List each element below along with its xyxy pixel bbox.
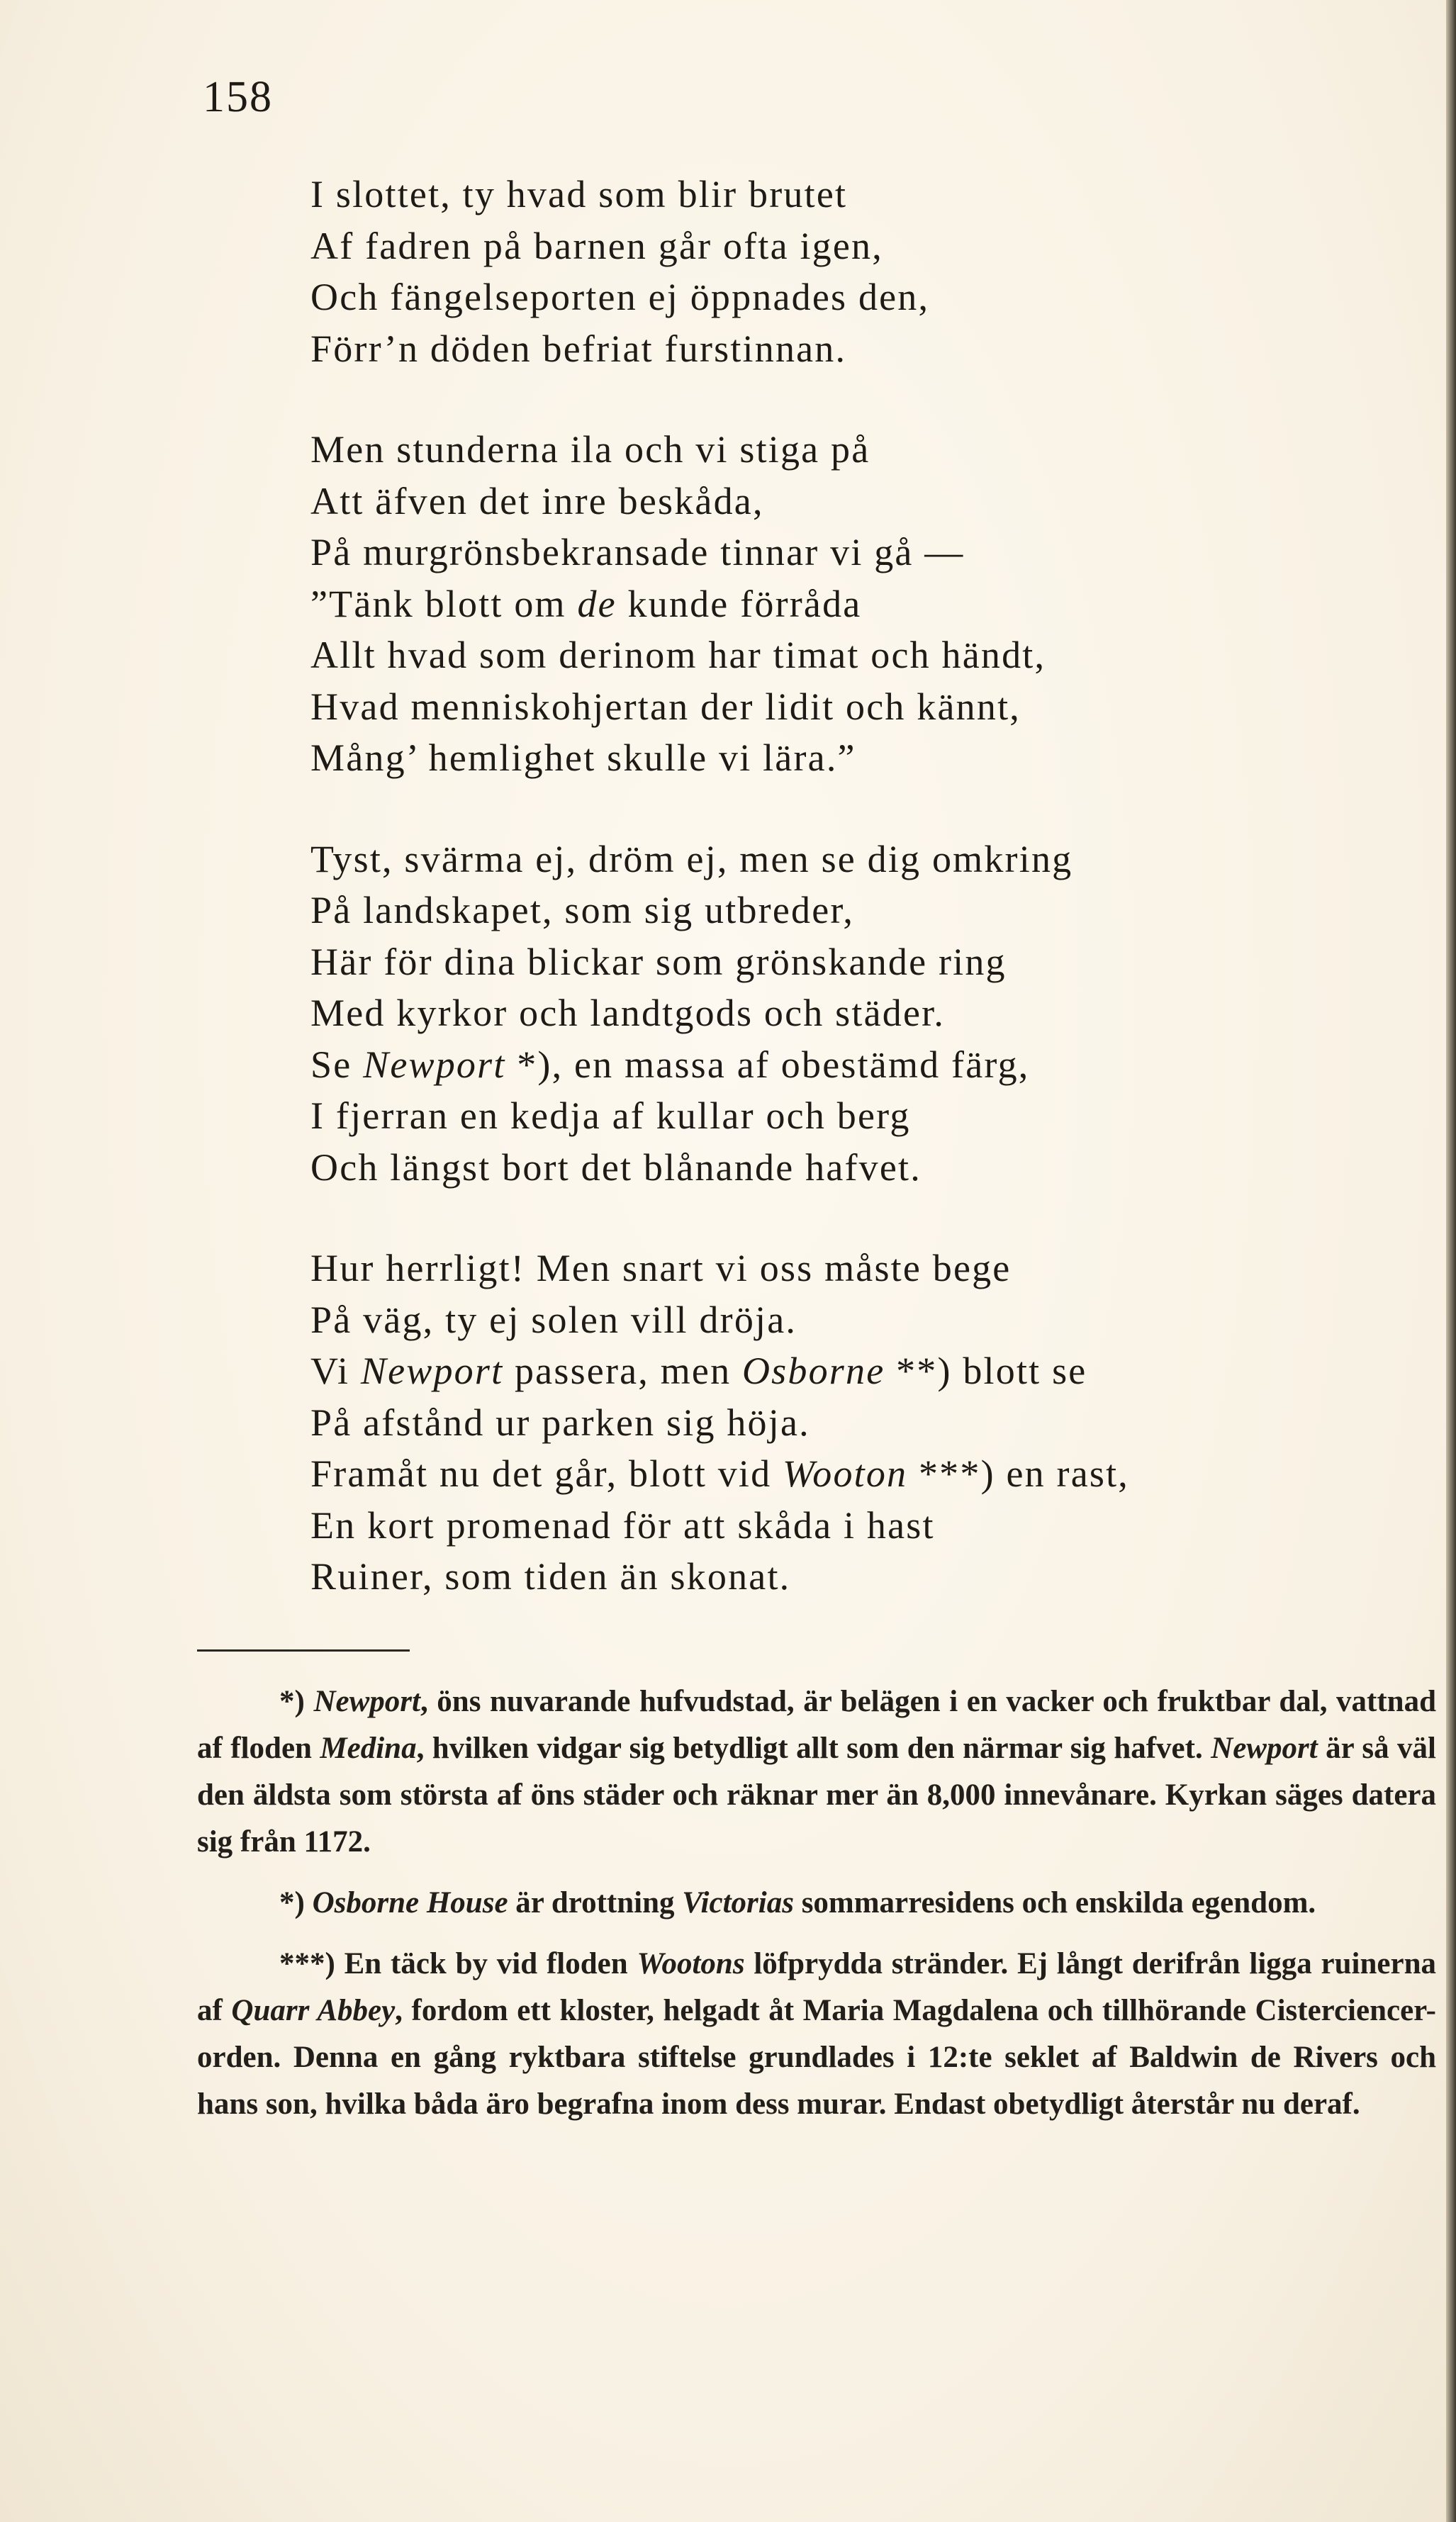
stanza [310,169,1374,374]
footnote-text [305,1685,314,1718]
poem-line [310,681,1374,733]
footnote-text [305,1886,313,1919]
italic-name: Medina [320,1732,417,1765]
poem-line [310,169,1374,220]
poem-line [310,1500,1374,1552]
poem-line [310,527,1374,578]
line-text: Men stunderna ila och vi stiga på [310,428,870,471]
poem [310,169,1374,1652]
line-text: En kort promenad för att skåda i hast [310,1503,935,1547]
line-text: Af fadren på barnen går ofta igen, [310,224,883,267]
italic-name: Osborne [741,1350,885,1392]
line-text: Mång’ hemlighet skulle vi lära.” [310,736,856,779]
italic-name: Osborne House [312,1886,508,1919]
poem-line [310,424,1374,476]
footnote [197,1678,1436,1866]
line-text: *), en massa af obestämd färg, [505,1043,1030,1086]
stanza [310,1243,1374,1603]
poem-line [310,1243,1374,1294]
poem-line [310,1397,1374,1449]
italic-name: Newport [360,1350,504,1392]
footnote [197,1880,1436,1927]
italic-name: Newport [1211,1732,1318,1765]
italic-name: Wootons [637,1947,745,1980]
line-text: På afstånd ur parken sig höja. [310,1401,810,1444]
poem-line [310,1090,1374,1142]
stanza [310,834,1374,1194]
line-text: På murgrönsbekransade tinnar vi gå — [310,531,965,573]
footnote-mark: *) [279,1685,305,1718]
line-text: På landskapet, som sig utbreder, [310,889,855,931]
poem-line [310,578,1374,630]
poem-line [310,220,1374,272]
line-text: Framåt nu det går, blott vid [310,1452,783,1495]
line-text: På väg, ty ej solen vill dröja. [310,1298,797,1341]
poem-line [310,323,1374,375]
poem-line [310,629,1374,681]
line-text: I slottet, ty hvad som blir brutet [310,173,848,215]
poem-line [310,936,1374,988]
line-text: kunde förråda [616,582,862,625]
line-text: Här för dina blickar som grönskande ring [310,940,1007,983]
footnote-text: , fordom ett kloster, helgadt åt Maria Magdalena och tillhörande Cisterciencer-orden. Denna en gång ryktbara stiftelse grundlades i 12:te seklet af Baldwin de Rivers och hans son, hvilka båda äro begrafna inom dess murar. Endast obetydligt återstår nu deraf. [197,1994,1436,2121]
line-text: Förr’n döden befriat furstinnan. [310,327,847,370]
line-text: Vi [310,1350,361,1392]
footnote-rule [197,1649,410,1652]
italic-name: Wooton [783,1452,908,1495]
line-text: Och fängelseporten ej öppnades den, [310,276,930,318]
poem-line [310,885,1374,936]
footnote-text: , öns nuvarande hufvudstad, är belägen i en vacker och fruktbar dal, vattnad af floden [197,1685,1437,1765]
poem-line [310,732,1374,784]
italic-name: Quarr Abbey [231,1994,396,2027]
footnotes [197,1678,1436,2142]
italic-name: Victorias [682,1886,794,1919]
italic-name: de [577,582,617,625]
poem-line [310,1448,1374,1500]
line-text: Med kyrkor och landtgods och städer. [310,992,946,1034]
line-text: passera, men [503,1350,742,1392]
page-edge [1446,0,1456,2522]
line-text: ***) en rast, [907,1452,1129,1495]
poem-line [310,834,1374,885]
poem-line [310,271,1374,323]
line-text: Allt hvad som derinom har timat och händt, [310,634,1046,676]
footnote [197,1941,1436,2128]
line-text: Hvad menniskohjertan der lidit och kännt, [310,685,1021,728]
poem-line [310,1551,1374,1603]
line-text: Och längst bort det blånande hafvet. [310,1145,922,1189]
line-text: Ruiner, som tiden än skonat. [310,1555,791,1598]
line-text: Tyst, svärma ej, dröm ej, men se dig omkring [310,837,1073,880]
footnote-mark: ***) [279,1947,335,1980]
footnote-text: är drottning [508,1886,683,1919]
footnote-text: , hvilken vidgar sig betydligt allt som den närmar sig hafvet. [416,1732,1211,1765]
page-number: 158 [203,73,273,121]
line-text: **) blott se [885,1350,1087,1392]
poem-line [310,1039,1374,1091]
footnote-text: sommarresidens och enskilda egendom. [793,1886,1316,1919]
line-text: ”Tänk blott om [310,582,578,625]
footnote-mark: *) [279,1886,305,1919]
italic-name: Newport [363,1043,506,1086]
italic-name: Newport [313,1685,420,1718]
line-text: Se [310,1043,364,1086]
poem-line [310,1294,1374,1346]
footnote-text: löfprydda stränder. Ej långt derifrån ligga ruinerna af [197,1947,1436,2027]
poem-line [310,1142,1374,1194]
poem-line [310,1345,1374,1397]
line-text: Hur herrligt! Men snart vi oss måste bege [310,1247,1012,1289]
poem-line [310,476,1374,527]
footnote-text: är så väl den äldsta som största af öns städer och räknar mer än 8,000 innevånare. Kyrkan säges datera sig från 1172. [197,1732,1437,1859]
poem-line [310,987,1374,1039]
line-text: Att äfven det inre beskåda, [310,479,764,522]
stanza [310,424,1374,784]
line-text: I fjerran en kedja af kullar och berg [310,1094,911,1137]
footnote-text: En täck by vid floden [335,1947,637,1980]
